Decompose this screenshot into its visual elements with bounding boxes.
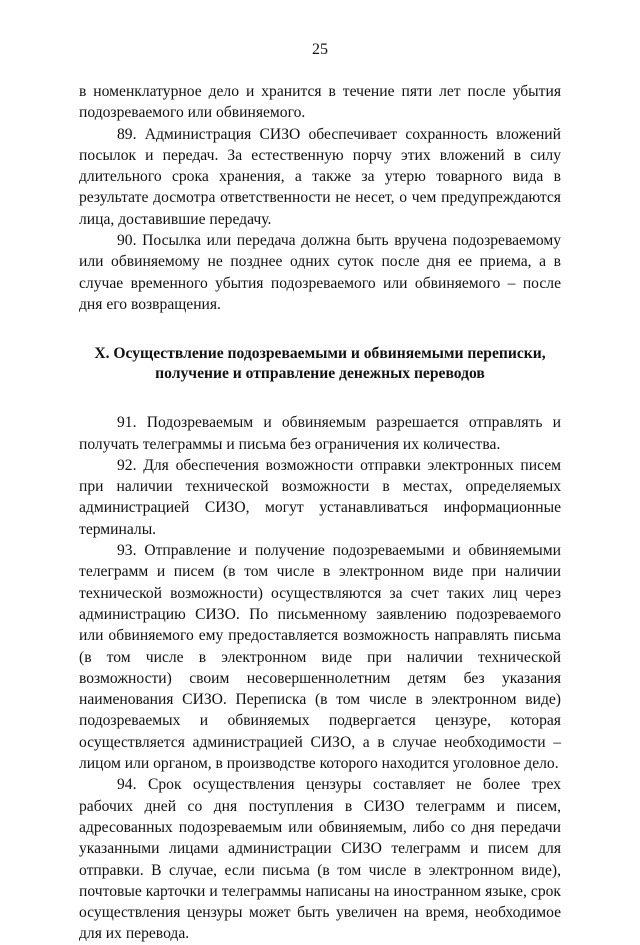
- paragraph-91: 91. Подозреваемым и обвиняемым разрешается отправлять и получать телеграммы и письма без ограничения их количества.: [79, 414, 561, 453]
- paragraph-89: 89. Администрация СИЗО обеспечивает сохранность вложений посылок и передач. За естественную порчу этих вложений в силу длительного срока хранения, а также за утерю товарного вида в результате досмотра ответственности не несет, о чем предупреждаются лица, доставившие передачу.: [79, 125, 561, 228]
- section-heading: [79, 344, 561, 384]
- document-body: [79, 81, 561, 945]
- paragraph-92: 92. Для обеспечения возможности отправки электронных писем при наличии технической возможности в местах, определяемых администрацией СИЗО, могут устанавливаться информационные терминалы.: [79, 456, 561, 538]
- paragraph-90: 90. Посылка или передача должна быть вручена подозреваемому или обвиняемому не позднее одних суток после дня ее приема, а в случае временного убытия подозреваемого или обвиняемого – после дня его возвращения.: [79, 232, 561, 313]
- paragraph-continuation: в номенклатурное дело и хранится в течение пяти лет после убытия подозреваемого или обвиняемого.: [79, 83, 561, 122]
- page-number: 25: [312, 41, 328, 58]
- section-heading-line1: X. Осуществление подозреваемыми и обвиняемыми переписки,: [94, 345, 546, 363]
- paragraph-93: 93. Отправление и получение подозреваемыми и обвиняемыми телеграмм и писем (в том числе в электронном виде при наличии технической возможности) осуществляются за счет таких лиц через администрацию СИЗО. По письменному заявлению подозреваемого или обвиняемого ему предоставляется возможность направлять письма (в том числе в электронном виде при наличии технической возможности) своим несовершеннолетним детям без указания наименования СИЗО. Переписка (в том числе в электронном виде) подозреваемых и обвиняемых подвергается цензуре, которая осуществляется администрацией СИЗО, а в случае необходимости – лицом или органом, в производстве которого находится уголовное дело.: [79, 542, 561, 773]
- section-heading-line2: получение и отправление денежных переводов: [155, 365, 485, 383]
- paragraph-94: 94. Срок осуществления цензуры составляет не более трех рабочих дней со дня поступления в СИЗО телеграмм и писем, адресованных подозреваемым или обвиняемым, либо со дня передачи указанными лицами администрации СИЗО телеграмм и писем для отправки. В случае, если письма (в том числе в электронном виде), почтовые карточки и телеграммы написаны на иностранном языке, срок осуществления цензуры может быть увеличен на время, необходимое для их перевода.: [79, 776, 561, 943]
